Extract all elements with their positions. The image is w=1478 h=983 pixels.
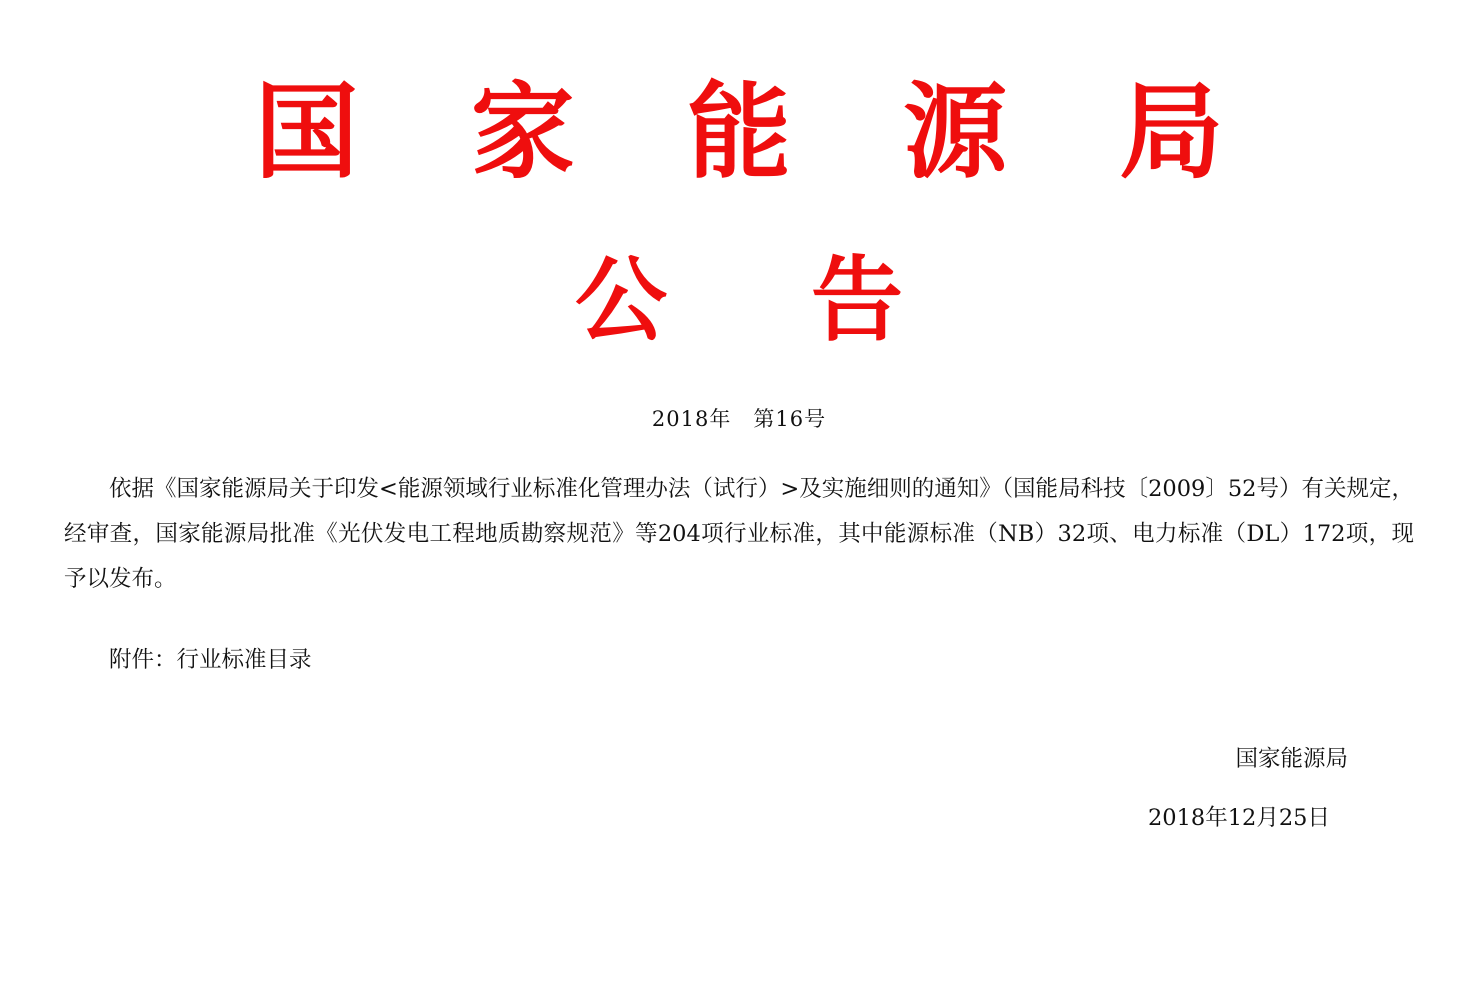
document-body — [64, 467, 1414, 602]
masthead-document-type: 公 告 — [574, 245, 960, 354]
document-number-year: 2018年 — [651, 406, 732, 431]
signature-issuer: 国家能源局 — [1235, 745, 1348, 772]
body-paragraph-1: 依据《国家能源局关于印发<能源领域行业标准化管理办法（试行）>及实施细则的通知》（国能局科技〔2009〕52号）有关规定，经审查，国家能源局批准《光伏发电工程地质勘察规范》等204项行业标准，其中能源标准（NB）32项、电力标准（DL）172项，现予以发布。 — [64, 475, 1414, 592]
signature-date: 2018年12月25日 — [1147, 804, 1330, 831]
masthead-agency-title: 国 家 能 源 局 — [254, 70, 1262, 193]
document-number-serial: 第16号 — [753, 406, 827, 431]
attachment-label: 附件：行业标准目录 — [109, 646, 312, 673]
document-number — [0, 403, 1478, 433]
document-page — [0, 72, 1478, 983]
masthead — [0, 70, 1478, 354]
signature-block — [0, 737, 1348, 841]
